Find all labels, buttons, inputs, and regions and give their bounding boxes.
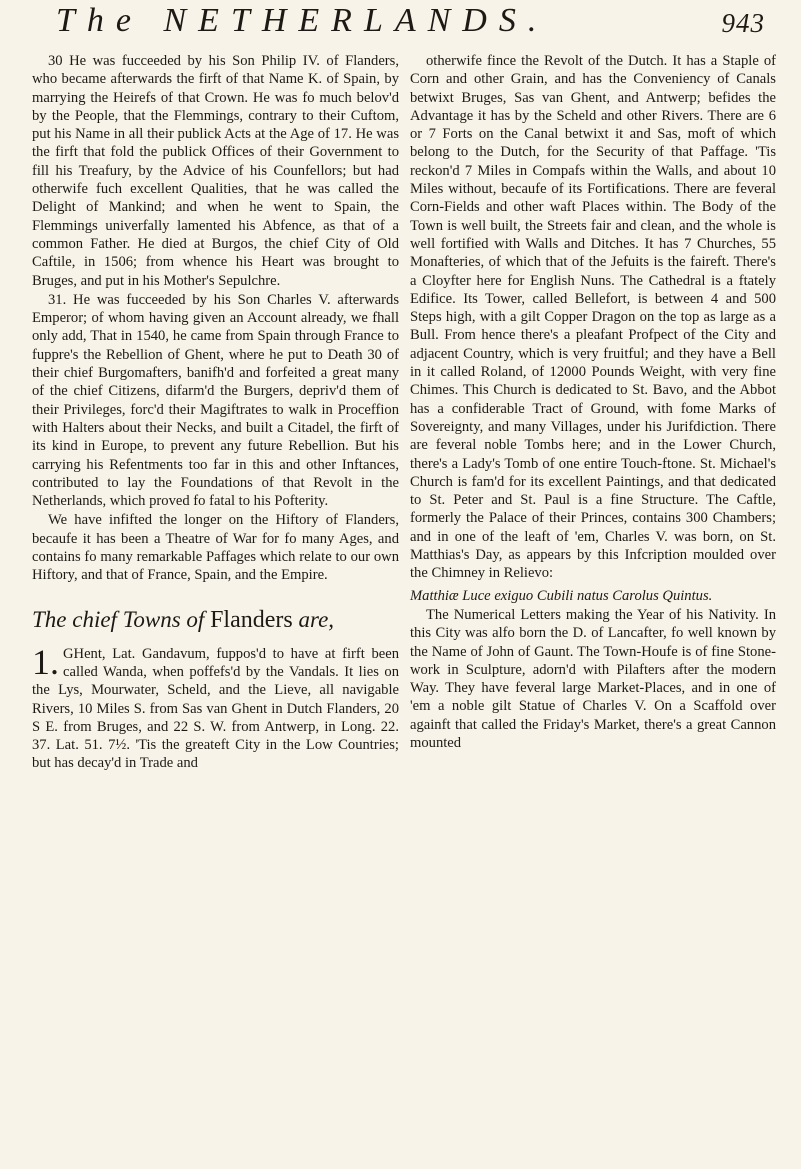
towns-section	[32, 641, 399, 773]
paragraph-history-of-flanders: We have infifted the longer on the Hiftory of Flanders, becaufe it has been a Theatre of War for fo many Ages, and contains fo many remarkable Paffages which relate to our own Hiftory, and that of France, Spain, and the Empire.	[32, 512, 399, 584]
left-column	[32, 52, 399, 773]
latin-inscription: Matthiæ Luce exiguo Cubili natus Carolus Quintus.	[410, 587, 713, 604]
running-head-title: The NETHERLANDS.	[56, 2, 549, 39]
paragraph-philip-iv: 30 He was fucceeded by his Son Philip IV. of Flanders, who became afterwards the firft of that Name K. of Spain, by marrying the Heirefs of that Crown. He was fo much belov'd by the People, that the Flemmings, contrary to their Cuftom, put his Name in all their publick Acts at the Age of 17. He was the firft that fold the publick Offices of their Government to fill his Treafury, by the Advice of his Counfellors; but had otherwife fuch excellent Qualities, that he was called the Delight of Mankind; and when he went to Spain, the Flemmings univerfally lamented his Abfence, as that of a common Father. He died at Burgos, the chief City of Old Caftile, in 1506; from whence his Heart was brought to Bruges, and put in his Mother's Sepulchre.	[32, 53, 399, 289]
section-heading-chief-towns	[32, 607, 399, 633]
paragraph-ghent: 1.GHent, Lat. Gandavum, fuppos'd to have at firft been called Wanda, when poffefs'd by the Vandals. It lies on the Lys, Mourwater, Scheld, and the Lieve, all navigable Rivers, 10 Miles S. from Sas van Ghent in Dutch Flanders, 20 S E. from Bruges, and 22 S. W. from Antwerp, in Long. 22. 37. Lat. 51. 7½. 'Tis the greateft City in the Low Countries; but has decay'd in Trade and	[32, 641, 399, 772]
section-heading-flanders: Flanders	[210, 606, 293, 633]
paragraph-numerical-letters: The Numerical Letters making the Year of his Nativity. In this City was alfo born the D. of Lancafter, fo well known by the Name of John of Gaunt. The Town-Houfe is of fine Stone-work in Sculpture, adorn'd with Pilafters after the modern Way. They have feveral large Market-Places, and in one of 'em a noble gilt Statue of Charles V. On a Scaffold over againft that called the Friday's Market, there's a great Cannon mounted	[410, 606, 776, 751]
paragraph-charles-v: 31. He was fucceeded by his Son Charles V. afterwards Emperor; of whom having given an Account already, we fhall only add, That in 1540, he came from Spain through France to fuppre's the Rebellion of Ghent, where he put to Death 30 of their chief Burgomafters, banifh'd and forfeited a great many of the chief Citizens, difarm'd the Burgers, depriv'd them of their Privileges, forc'd their Magiftrates to walk in Proceffion with Halters about their Necks, and built a Citadel, the firft of its kind in Europe, to prevent any future Rebellion. But his carrying his Refentments too far in this and other Inftances, contributed to lay the Foundations of that Revolt in the Netherlands, which proved fo fatal to his Pofterity.	[32, 291, 399, 510]
section-heading-end: are,	[298, 606, 335, 632]
section-heading-italic: The chief Towns of	[32, 606, 205, 632]
right-column	[410, 52, 776, 752]
page-number: 943	[721, 8, 765, 38]
running-head	[0, 0, 801, 48]
paragraph-ghent-continued: otherwife fince the Revolt of the Dutch. It has a Staple of Corn and other Grain, and has the Conveniency of Canals betwixt Bruges, Sas van Ghent, and Antwerp; befides the Advantage it has by the Scheld and other Rivers. There are 6 or 7 Forts on the Canal betwixt it and Sas, moft of which belong to the Dutch, for the Security of that Paffage. 'Tis reckon'd 7 Miles in Compafs within the Walls, and about 10 Miles without, becaufe of its Fortifications. There are feveral Corn-Fields and other waft Places within. The Body of the Town is well built, the Streets fair and clean, and the whole is well fortified with Walls and Ditches. It has 7 Churches, 55 Monafteries, of which that of the Jefuits is the faireft. There's a Cloyfter here for English Nuns. The Cathedral is a ftately Edifice. Its Tower, called Bellefort, is between 4 and 500 Steps high, with a gilt Copper Dragon on the top as large as a Bull. From hence there's a pleafant Profpect of the City and adjacent Country, which is very fruitful; and they have a Bell in it called Roland, of 12000 Pounds Weight, with very fine Chimes. This Church is dedicated to St. Bavo, and the Abbot has a confiderable Tract of Ground, with fome Marks of Sovereignty, and many Villages, under his Jurifdiction. There are feveral noble Tombs here; and in the Lower Church, there's a Lady's Tomb of one entire Touch-ftone. St. Michael's Church is fam'd for its excellent Paintings, and that dedicated to St. Peter and St. Paul is a fine Structure. The Caftle, formerly the Palace of their Princes, contains 300 Chambers; and in one of the leaft of 'em, Charles V. was born, on St. Matthias's Day, as appears by this Infcription moulded over the Chimney in Relievo:	[410, 53, 776, 582]
